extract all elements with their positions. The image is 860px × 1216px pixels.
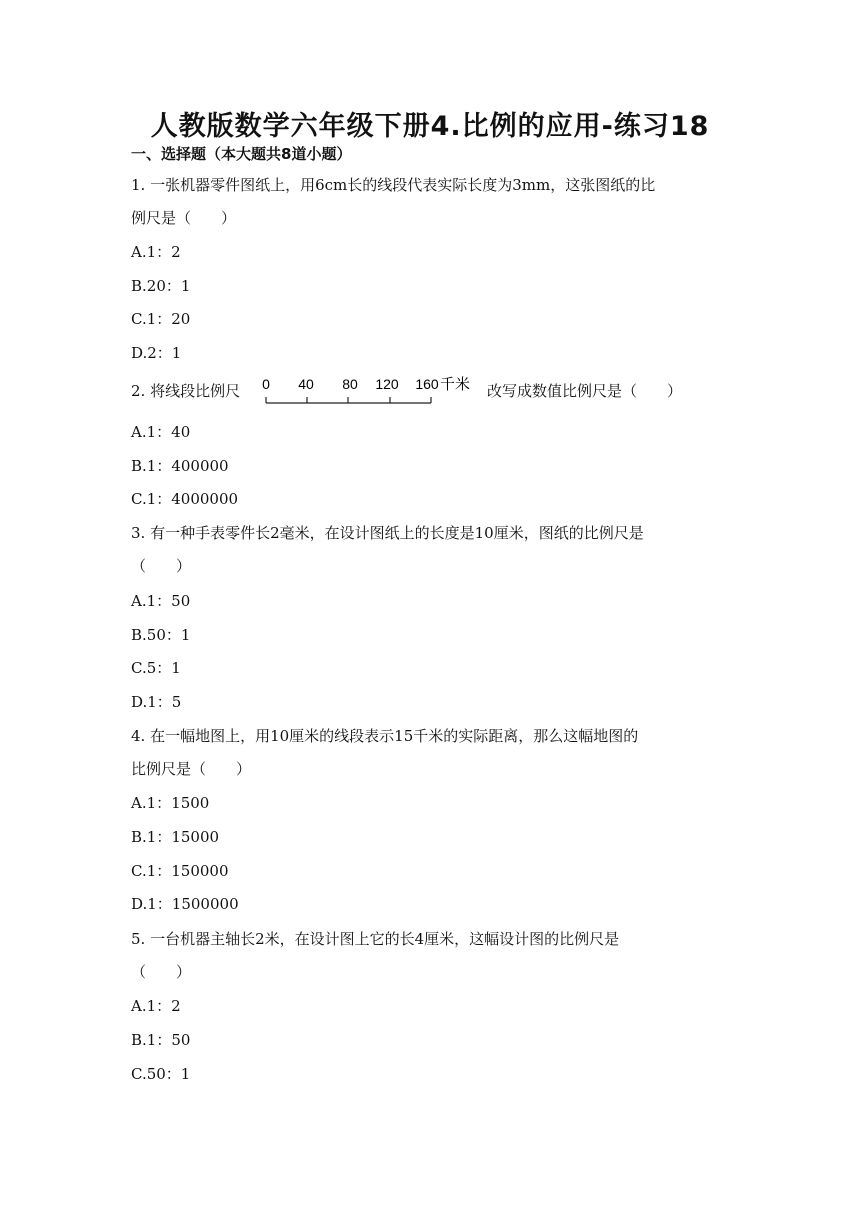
question-3-option-a: A.1：50 [131, 592, 191, 610]
question-4-option-a: A.1：1500 [131, 794, 210, 812]
scale-tick-label: 80 [342, 376, 358, 392]
question-4-option-b: B.1：15000 [131, 828, 220, 846]
question-1-option-b: B.20：1 [131, 277, 191, 295]
question-2-prefix: 2. 将线段比例尺 [131, 382, 241, 400]
question-1-option-a: A.1：2 [131, 243, 181, 261]
question-1-line-1: 1. 一张机器零件图纸上，用6cm长的线段代表实际长度为3mm，这张图纸的比 [131, 176, 656, 194]
question-2-option-a: A.1：40 [131, 423, 191, 441]
question-4-line-2: 比例尺是（ ） [131, 760, 252, 778]
question-5-option-b: B.1：50 [131, 1031, 191, 1049]
scale-unit-label: 千米 [440, 375, 471, 393]
question-1-line-2: 例尺是（ ） [131, 209, 237, 227]
question-2-option-b: B.1：400000 [131, 457, 229, 475]
line-scale-figure [262, 372, 476, 408]
question-3-line-2: （ ） [131, 557, 192, 575]
question-3-line-1: 3. 有一种手表零件长2毫米，在设计图纸上的长度是10厘米，图纸的比例尺是 [131, 524, 644, 542]
page-title: 人教版数学六年级下册4.比例的应用-练习18 [150, 111, 710, 142]
question-3-option-c: C.5：1 [131, 659, 181, 677]
question-3-option-b: B.50：1 [131, 626, 191, 644]
scale-tick-label: 0 [262, 376, 270, 392]
question-1-option-d: D.2：1 [131, 344, 182, 362]
question-5-line-2: （ ） [131, 963, 192, 981]
question-5-line-1: 5. 一台机器主轴长2米，在设计图上它的长4厘米，这幅设计图的比例尺是 [131, 930, 620, 948]
question-5-option-a: A.1：2 [131, 997, 181, 1015]
scale-tick-label: 160 [415, 376, 439, 392]
scale-tick-label: 120 [375, 376, 399, 392]
section-heading: 一、选择题（本大题共8道小题） [131, 145, 352, 163]
question-2-suffix: 改写成数值比例尺是（ ） [487, 382, 683, 400]
scale-tick-label: 40 [298, 376, 314, 392]
question-4-option-d: D.1：1500000 [131, 895, 239, 913]
question-1-option-c: C.1：20 [131, 310, 191, 328]
question-4-option-c: C.1：150000 [131, 862, 229, 880]
question-5-option-c: C.50：1 [131, 1065, 191, 1083]
question-4-line-1: 4. 在一幅地图上，用10厘米的线段表示15千米的实际距离，那么这幅地图的 [131, 727, 639, 745]
question-3-option-d: D.1：5 [131, 693, 182, 711]
question-2-option-c: C.1：4000000 [131, 490, 239, 508]
